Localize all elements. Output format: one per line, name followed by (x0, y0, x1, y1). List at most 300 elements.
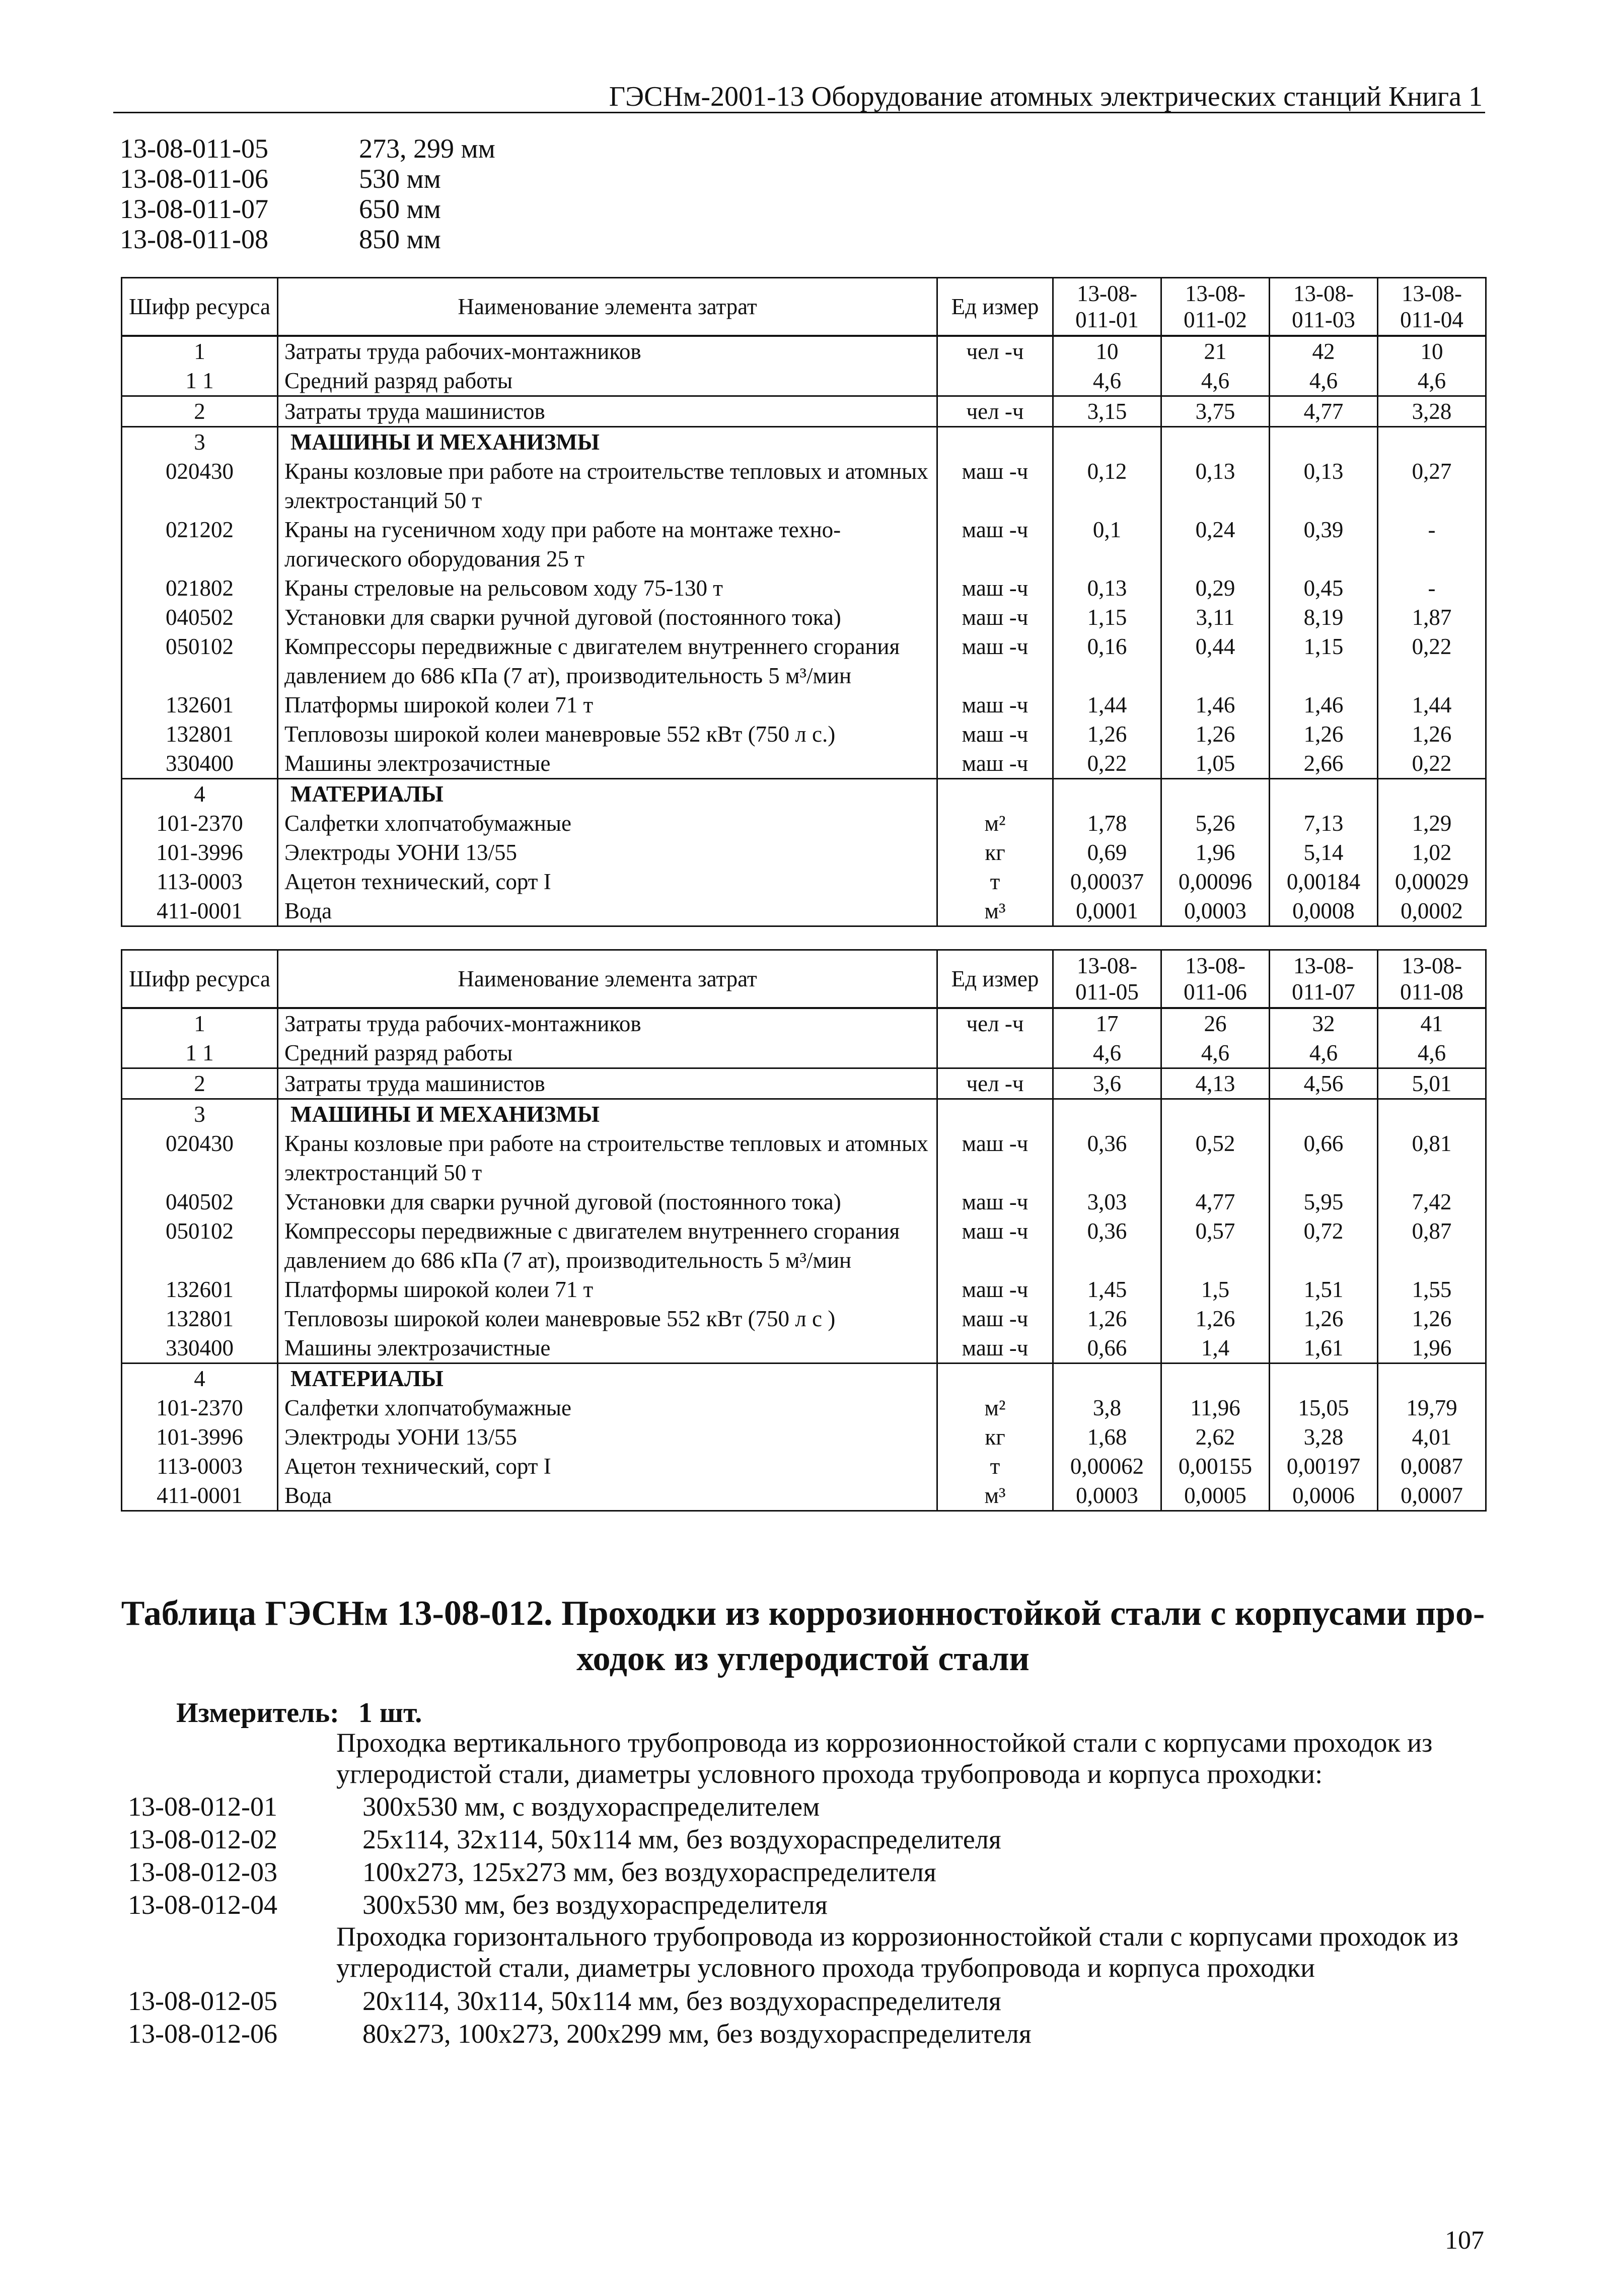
resource-code: 050102 (122, 632, 278, 690)
value-cell: 0,0008 (1270, 896, 1378, 926)
value-cell: 1,26 (1161, 720, 1270, 749)
resource-code: 1 1 (122, 1038, 278, 1068)
cost-element-name: Краны козловые при работе на строительстве тепловых и атомных электростанций 50 т (278, 457, 937, 515)
item-desc: 100х273, 125х273 мм, без воздухораспределителя (362, 1857, 936, 1887)
value-cell: 1,4 (1161, 1333, 1270, 1364)
item-code: 13-08-012-04 (128, 1890, 277, 1920)
cost-element-name: Электроды УОНИ 13/55 (278, 838, 937, 867)
unit: маш -ч (937, 457, 1053, 515)
spec-row (120, 194, 495, 224)
value-cell: - (1378, 515, 1486, 573)
value-cell: 1,61 (1270, 1333, 1378, 1364)
value-cell (1270, 427, 1378, 457)
cost-element-name: МАТЕРИАЛЫ (278, 1364, 937, 1394)
unit (937, 1099, 1053, 1129)
item-code: 13-08-012-02 (128, 1824, 277, 1854)
item-desc: 25х114, 32х114, 50х114 мм, без воздухораспределителя (362, 1824, 1001, 1854)
column-header: 13-08-011-04 (1378, 278, 1486, 336)
value-cell: 3,8 (1053, 1393, 1161, 1422)
value-cell: 3,03 (1053, 1187, 1161, 1216)
unit (937, 1364, 1053, 1394)
value-cell (1378, 1099, 1486, 1129)
table-row (122, 749, 1486, 779)
cost-element-name: Затраты труда машинистов (278, 396, 937, 427)
value-cell: 5,26 (1161, 809, 1270, 838)
cost-element-name: Салфетки хлопчатобумажные (278, 809, 937, 838)
value-cell: 0,0001 (1053, 896, 1161, 926)
value-cell: 1,26 (1378, 1304, 1486, 1333)
table-row (122, 867, 1486, 896)
column-header: 13-08-011-01 (1053, 278, 1161, 336)
resource-code: 050102 (122, 1216, 278, 1275)
value-cell: 1,87 (1378, 603, 1486, 632)
value-cell: 17 (1053, 1008, 1161, 1038)
value-cell: 7,13 (1270, 809, 1378, 838)
value-cell: 0,57 (1161, 1216, 1270, 1275)
table-row (122, 1481, 1486, 1511)
value-cell: 0,12 (1053, 457, 1161, 515)
value-cell: 7,42 (1378, 1187, 1486, 1216)
value-cell (1378, 427, 1486, 457)
spec-row (120, 133, 495, 164)
value-cell: 0,00184 (1270, 867, 1378, 896)
value-cell: 0,22 (1053, 749, 1161, 779)
value-cell: 3,28 (1378, 396, 1486, 427)
table-row (122, 632, 1486, 690)
value-cell: 4,6 (1270, 366, 1378, 396)
code-header: Шифр ресурса (122, 950, 278, 1009)
table-row (122, 838, 1486, 867)
table-row (122, 603, 1486, 632)
unit: м² (937, 1393, 1053, 1422)
value-cell: 0,72 (1270, 1216, 1378, 1275)
unit (937, 427, 1053, 457)
resource-code: 330400 (122, 749, 278, 779)
value-cell: 1,26 (1053, 720, 1161, 749)
column-header: 13-08-011-06 (1161, 950, 1270, 1009)
table-row (122, 1129, 1486, 1187)
value-cell: 0,36 (1053, 1129, 1161, 1187)
resource-code: 040502 (122, 603, 278, 632)
table-row (122, 1393, 1486, 1422)
value-cell: 4,56 (1270, 1068, 1378, 1099)
value-cell: 1,96 (1161, 838, 1270, 867)
value-cell: 0,39 (1270, 515, 1378, 573)
value-cell: 0,0007 (1378, 1481, 1486, 1511)
value-cell (1378, 779, 1486, 809)
cost-element-name: Вода (278, 1481, 937, 1511)
table-row (122, 366, 1486, 396)
cost-element-name: Тепловозы широкой колеи маневровые 552 кВт (750 л с ) (278, 1304, 937, 1333)
value-cell: 0,66 (1053, 1333, 1161, 1364)
table-row (122, 1099, 1486, 1129)
item-desc: 80х273, 100х273, 200х299 мм, без воздухораспределителя (362, 2019, 1032, 2049)
page-number: 107 (1445, 2226, 1484, 2255)
value-cell: 1,02 (1378, 838, 1486, 867)
value-cell: 4,77 (1270, 396, 1378, 427)
resource-table-2 (121, 949, 1487, 1512)
unit: маш -ч (937, 515, 1053, 573)
value-cell: 0,22 (1378, 749, 1486, 779)
value-cell: 1,78 (1053, 809, 1161, 838)
resource-code: 040502 (122, 1187, 278, 1216)
value-cell: 1,68 (1053, 1422, 1161, 1452)
unit: маш -ч (937, 1129, 1053, 1187)
resource-code: 2 (122, 396, 278, 427)
value-cell: 0,69 (1053, 838, 1161, 867)
value-cell: 3,11 (1161, 603, 1270, 632)
value-cell: 3,28 (1270, 1422, 1378, 1452)
unit: маш -ч (937, 749, 1053, 779)
resource-code: 101-3996 (122, 1422, 278, 1452)
value-cell: 26 (1161, 1008, 1270, 1038)
value-cell: 4,6 (1161, 1038, 1270, 1068)
resource-code: 021202 (122, 515, 278, 573)
unit: маш -ч (937, 632, 1053, 690)
item-row (128, 1791, 820, 1822)
unit: т (937, 867, 1053, 896)
resource-code: 1 1 (122, 366, 278, 396)
value-cell: - (1378, 573, 1486, 603)
unit (937, 1038, 1053, 1068)
item-row (128, 1856, 936, 1888)
spec-code: 13-08-011-06 (120, 164, 268, 194)
resource-code: 1 (122, 336, 278, 366)
item-code: 13-08-012-01 (128, 1791, 277, 1822)
unit: м³ (937, 1481, 1053, 1511)
column-header: 13-08-011-02 (1161, 278, 1270, 336)
unit: маш -ч (937, 573, 1053, 603)
value-cell: 1,46 (1270, 690, 1378, 720)
value-cell (1161, 427, 1270, 457)
value-cell: 1,46 (1161, 690, 1270, 720)
value-cell: 10 (1053, 336, 1161, 366)
value-cell: 0,00197 (1270, 1452, 1378, 1481)
value-cell (1161, 779, 1270, 809)
value-cell (1053, 1364, 1161, 1394)
resource-code: 113-0003 (122, 867, 278, 896)
item-row (128, 1985, 1001, 2017)
cost-element-name: МАШИНЫ И МЕХАНИЗМЫ (278, 427, 937, 457)
unit-header: Ед измер (937, 950, 1053, 1009)
value-cell: 0,27 (1378, 457, 1486, 515)
resource-code: 101-2370 (122, 809, 278, 838)
cost-element-name: Средний разряд работы (278, 366, 937, 396)
value-cell: 1,44 (1378, 690, 1486, 720)
cost-element-name: Машины электрозачистные (278, 1333, 937, 1364)
unit: маш -ч (937, 1216, 1053, 1275)
table-row (122, 573, 1486, 603)
value-cell: 0,81 (1378, 1129, 1486, 1187)
column-header: 13-08-011-07 (1270, 950, 1378, 1009)
cost-element-name: Краны на гусеничном ходу при работе на монтаже техно-логического оборудования 25 т (278, 515, 937, 573)
value-cell: 15,05 (1270, 1393, 1378, 1422)
unit-header: Ед измер (937, 278, 1053, 336)
spec-list (120, 133, 495, 254)
unit (937, 366, 1053, 396)
value-cell: 3,6 (1053, 1068, 1161, 1099)
table-row (122, 1068, 1486, 1099)
resource-code: 1 (122, 1008, 278, 1038)
code-header: Шифр ресурса (122, 278, 278, 336)
value-cell: 4,13 (1161, 1068, 1270, 1099)
value-cell: 32 (1270, 1008, 1378, 1038)
table-row (122, 336, 1486, 366)
table-row (122, 1008, 1486, 1038)
value-cell: 1,44 (1053, 690, 1161, 720)
cost-element-name: Салфетки хлопчатобумажные (278, 1393, 937, 1422)
resource-code: 101-3996 (122, 838, 278, 867)
table-title-line2: ходок из углеродистой стали (576, 1639, 1030, 1678)
cost-element-name: Установки для сварки ручной дуговой (постоянного тока) (278, 1187, 937, 1216)
value-cell: 1,26 (1161, 1304, 1270, 1333)
resource-code: 020430 (122, 457, 278, 515)
resource-code: 2 (122, 1068, 278, 1099)
value-cell (1270, 1364, 1378, 1394)
value-cell: 0,36 (1053, 1216, 1161, 1275)
value-cell: 0,0087 (1378, 1452, 1486, 1481)
value-cell: 3,75 (1161, 396, 1270, 427)
measure (176, 1697, 422, 1729)
cost-element-name: МАШИНЫ И МЕХАНИЗМЫ (278, 1099, 937, 1129)
resource-code: 132801 (122, 1304, 278, 1333)
value-cell (1053, 779, 1161, 809)
table-row (122, 1304, 1486, 1333)
unit: маш -ч (937, 1304, 1053, 1333)
unit: кг (937, 838, 1053, 867)
resource-code: 021802 (122, 573, 278, 603)
name-header: Наименование элемента затрат (278, 278, 937, 336)
value-cell (1270, 779, 1378, 809)
value-cell: 0,22 (1378, 632, 1486, 690)
table-row (122, 779, 1486, 809)
value-cell (1161, 1364, 1270, 1394)
value-cell: 0,29 (1161, 573, 1270, 603)
value-cell: 1,26 (1053, 1304, 1161, 1333)
unit: чел -ч (937, 1068, 1053, 1099)
value-cell: 1,45 (1053, 1275, 1161, 1304)
table-row (122, 427, 1486, 457)
value-cell: 42 (1270, 336, 1378, 366)
unit: т (937, 1452, 1053, 1481)
value-cell: 4,77 (1161, 1187, 1270, 1216)
cost-element-name: Ацетон технический, сорт I (278, 867, 937, 896)
unit: чел -ч (937, 336, 1053, 366)
value-cell: 5,01 (1378, 1068, 1486, 1099)
unit (937, 779, 1053, 809)
value-cell (1053, 427, 1161, 457)
unit: маш -ч (937, 690, 1053, 720)
table-row (122, 515, 1486, 573)
item-desc: 300х530 мм, без воздухораспределителя (362, 1890, 828, 1920)
value-cell: 0,52 (1161, 1129, 1270, 1187)
spec-desc: 650 мм (359, 194, 441, 224)
measure-label: Измеритель: (176, 1697, 339, 1729)
value-cell: 0,13 (1270, 457, 1378, 515)
table-row (122, 1038, 1486, 1068)
value-cell: 0,87 (1378, 1216, 1486, 1275)
value-cell: 0,00062 (1053, 1452, 1161, 1481)
value-cell: 0,00037 (1053, 867, 1161, 896)
value-cell: 4,01 (1378, 1422, 1486, 1452)
unit: кг (937, 1422, 1053, 1452)
cost-element-name: МАТЕРИАЛЫ (278, 779, 937, 809)
value-cell: 0,00155 (1161, 1452, 1270, 1481)
cost-element-name: Затраты труда машинистов (278, 1068, 937, 1099)
value-cell: 2,66 (1270, 749, 1378, 779)
value-cell (1161, 1099, 1270, 1129)
cost-element-name: Ацетон технический, сорт I (278, 1452, 937, 1481)
value-cell: 5,14 (1270, 838, 1378, 867)
spec-code: 13-08-011-08 (120, 224, 268, 254)
value-cell: 1,29 (1378, 809, 1486, 838)
value-cell: 1,5 (1161, 1275, 1270, 1304)
unit: м² (937, 809, 1053, 838)
item-row (128, 2018, 1032, 2049)
table-row (122, 1452, 1486, 1481)
header-rule (113, 112, 1485, 113)
cost-element-name: Тепловозы широкой колеи маневровые 552 кВт (750 л с.) (278, 720, 937, 749)
spec-code: 13-08-011-05 (120, 133, 268, 164)
resource-code: 020430 (122, 1129, 278, 1187)
cost-element-name: Машины электрозачистные (278, 749, 937, 779)
value-cell: 10 (1378, 336, 1486, 366)
value-cell: 4,6 (1161, 366, 1270, 396)
table-row (122, 1333, 1486, 1364)
table-row (122, 457, 1486, 515)
unit: м³ (937, 896, 1053, 926)
value-cell: 0,00029 (1378, 867, 1486, 896)
cost-element-name: Средний разряд работы (278, 1038, 937, 1068)
value-cell: 0,66 (1270, 1129, 1378, 1187)
description-horizontal: Проходка горизонтального трубопровода из коррозионностойкой стали с корпусами проходок из углеродистой стали, диаметры условного прохода трубопровода и корпуса проходки (336, 1921, 1458, 1983)
column-header: 13-08-011-03 (1270, 278, 1378, 336)
value-cell: 0,13 (1161, 457, 1270, 515)
value-cell: 0,13 (1053, 573, 1161, 603)
item-desc: 20х114, 30х114, 50х114 мм, без воздухораспределителя (362, 1986, 1001, 2016)
resource-code: 132801 (122, 720, 278, 749)
value-cell (1053, 1099, 1161, 1129)
value-cell: 0,0006 (1270, 1481, 1378, 1511)
resource-code: 4 (122, 1364, 278, 1394)
value-cell: 0,24 (1161, 515, 1270, 573)
spec-row (120, 224, 495, 254)
value-cell: 1,26 (1270, 720, 1378, 749)
description-vertical: Проходка вертикального трубопровода из коррозионностойкой стали с корпусами проходок из углеродистой стали, диаметры условного прохода трубопровода и корпуса проходки: (336, 1728, 1433, 1789)
spec-code: 13-08-011-07 (120, 194, 268, 224)
unit: чел -ч (937, 1008, 1053, 1038)
value-cell: 1,96 (1378, 1333, 1486, 1364)
table-row (122, 720, 1486, 749)
value-cell: 3,15 (1053, 396, 1161, 427)
value-cell: 4,6 (1378, 1038, 1486, 1068)
item-row (128, 1889, 828, 1920)
unit: чел -ч (937, 396, 1053, 427)
value-cell: 1,15 (1053, 603, 1161, 632)
table-row (122, 896, 1486, 926)
value-cell: 41 (1378, 1008, 1486, 1038)
cost-element-name: Платформы широкой колеи 71 т (278, 1275, 937, 1304)
cost-element-name: Компрессоры передвижные с двигателем внутреннего сгорания давлением до 686 кПа (7 ат), производительность 5 м³/мин (278, 1216, 937, 1275)
unit: маш -ч (937, 603, 1053, 632)
value-cell: 1,26 (1378, 720, 1486, 749)
column-header: 13-08-011-08 (1378, 950, 1486, 1009)
table-title (121, 1591, 1485, 1682)
cost-element-name: Затраты труда рабочих-монтажников (278, 1008, 937, 1038)
value-cell: 1,55 (1378, 1275, 1486, 1304)
cost-element-name: Вода (278, 896, 937, 926)
resource-code: 132601 (122, 690, 278, 720)
resource-code: 330400 (122, 1333, 278, 1364)
resource-code: 411-0001 (122, 1481, 278, 1511)
value-cell (1270, 1099, 1378, 1129)
value-cell: 4,6 (1053, 1038, 1161, 1068)
table-row (122, 1275, 1486, 1304)
item-row (128, 1824, 1001, 1855)
resource-code: 4 (122, 779, 278, 809)
resource-code: 101-2370 (122, 1393, 278, 1422)
value-cell: 2,62 (1161, 1422, 1270, 1452)
spec-desc: 850 мм (359, 224, 441, 254)
value-cell: 1,51 (1270, 1275, 1378, 1304)
table-row (122, 1422, 1486, 1452)
value-cell: 0,00096 (1161, 867, 1270, 896)
cost-element-name: Электроды УОНИ 13/55 (278, 1422, 937, 1452)
value-cell: 19,79 (1378, 1393, 1486, 1422)
table-row (122, 396, 1486, 427)
item-code: 13-08-012-06 (128, 2019, 277, 2049)
item-code: 13-08-012-03 (128, 1857, 277, 1887)
cost-element-name: Компрессоры передвижные с двигателем внутреннего сгорания давлением до 686 кПа (7 ат), производительность 5 м³/мин (278, 632, 937, 690)
table-row (122, 1216, 1486, 1275)
value-cell: 0,16 (1053, 632, 1161, 690)
unit: маш -ч (937, 1333, 1053, 1364)
unit: маш -ч (937, 1187, 1053, 1216)
resource-code: 3 (122, 1099, 278, 1129)
resource-code: 132601 (122, 1275, 278, 1304)
table-row (122, 1364, 1486, 1394)
table-row (122, 1187, 1486, 1216)
cost-element-name: Краны козловые при работе на строительстве тепловых и атомных электростанций 50 т (278, 1129, 937, 1187)
cost-element-name: Установки для сварки ручной дуговой (постоянного тока) (278, 603, 937, 632)
value-cell: 0,0003 (1161, 896, 1270, 926)
table-title-line1: Таблица ГЭСНм 13-08-012. Проходки из коррозионностойкой стали с корпусами про- (121, 1594, 1485, 1633)
value-cell: 0,1 (1053, 515, 1161, 573)
item-code: 13-08-012-05 (128, 1986, 277, 2016)
resource-table-1 (121, 277, 1487, 927)
item-desc: 300х530 мм, с воздухораспределителем (362, 1791, 820, 1822)
value-cell: 4,6 (1053, 366, 1161, 396)
value-cell: 1,26 (1270, 1304, 1378, 1333)
table-row (122, 809, 1486, 838)
running-header: ГЭСНм-2001-13 Оборудование атомных электрических станций Книга 1 (609, 81, 1483, 112)
value-cell: 4,6 (1378, 366, 1486, 396)
value-cell: 0,44 (1161, 632, 1270, 690)
cost-element-name: Платформы широкой колеи 71 т (278, 690, 937, 720)
spec-desc: 273, 299 мм (359, 133, 495, 164)
value-cell: 0,0003 (1053, 1481, 1161, 1511)
spec-row (120, 164, 495, 194)
table-row (122, 690, 1486, 720)
cost-element-name: Затраты труда рабочих-монтажников (278, 336, 937, 366)
value-cell: 4,6 (1270, 1038, 1378, 1068)
value-cell: 11,96 (1161, 1393, 1270, 1422)
spec-desc: 530 мм (359, 164, 441, 194)
resource-code: 411-0001 (122, 896, 278, 926)
value-cell: 8,19 (1270, 603, 1378, 632)
unit: маш -ч (937, 720, 1053, 749)
value-cell: 1,15 (1270, 632, 1378, 690)
